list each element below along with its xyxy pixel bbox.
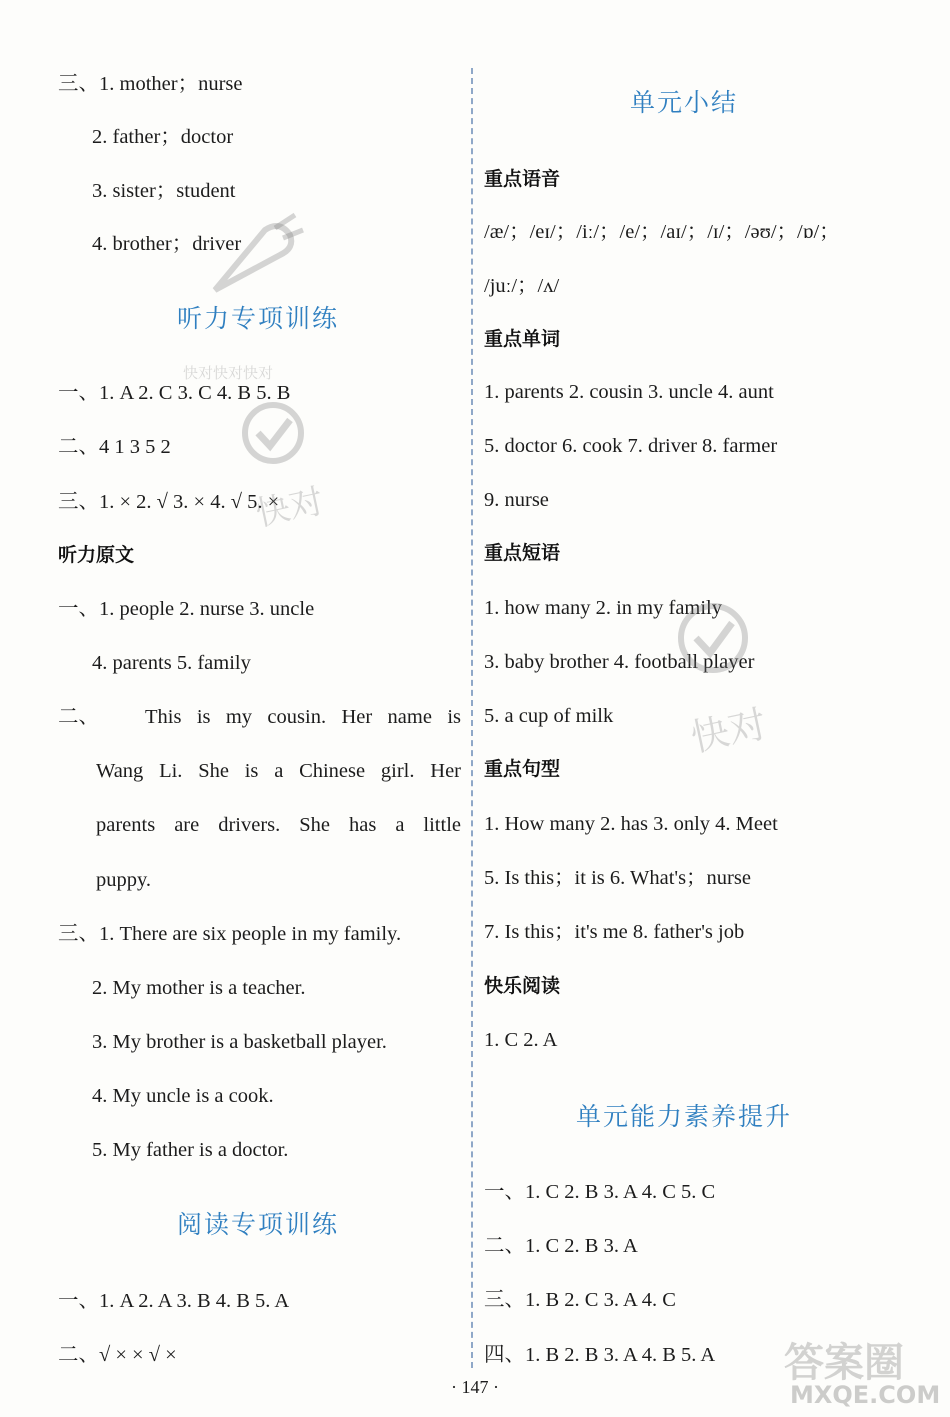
answer-line: 二、√ × × √ × (58, 1344, 177, 1366)
listening-section-title: 听力专项训练 (176, 304, 339, 333)
answer-line: 一、1. A 2. A 3. B 4. B 5. A (58, 1290, 290, 1312)
ability-line: 四、1. B 2. B 3. A 4. B 5. A (484, 1344, 716, 1366)
transcript-text: puppy. (96, 869, 152, 891)
corner-watermark-text: 答案圈 (784, 1340, 904, 1386)
answer-line: 4. My uncle is a cook. (92, 1085, 274, 1107)
answer-line: 三、1. mother；nurse (58, 73, 243, 95)
answer-line: 一、1. A 2. C 3. C 4. B 5. B (58, 382, 291, 404)
answer-line: 三、1. × 2. √ 3. × 4. √ 5. × (58, 491, 280, 513)
watermark-small-text: 快对快对快对 (183, 364, 274, 382)
sentences-heading: 重点句型 (484, 758, 561, 780)
words-line: 5. doctor 6. cook 7. driver 8. farmer (484, 435, 778, 457)
ability-line: 二、1. C 2. B 3. A (484, 1235, 638, 1257)
answer-line: 5. My father is a doctor. (92, 1139, 289, 1161)
page-number: · 147 · (451, 1377, 499, 1397)
answer-line: 二、4 1 3 5 2 (58, 436, 171, 458)
words-line: 9. nurse (484, 489, 549, 511)
sentences-line: 5. Is this；it is 6. What's；nurse (484, 867, 751, 889)
transcript-heading: 听力原文 (58, 544, 135, 566)
watermark-big-text: 快对 (252, 481, 328, 535)
ability-section-title: 单元能力素养提升 (575, 1102, 792, 1131)
carrot-watermark-icon (205, 210, 305, 300)
phonics-line: /æ/；/eɪ/；/iː/；/e/；/aɪ/；/ɪ/；/əʊ/；/ɒ/； (484, 221, 840, 243)
answer-line: 3. sister；student (92, 180, 236, 202)
transcript-text: parents are drivers. She has a little (96, 814, 461, 836)
column-divider (471, 68, 473, 1368)
phrases-line: 1. how many 2. in my family (484, 597, 723, 619)
sentences-line: 1. How many 2. has 3. only 4. Meet (484, 813, 778, 835)
phonics-line: /juː/；/ʌ/ (484, 275, 560, 297)
answer-line: 2. father；doctor (92, 126, 234, 148)
transcript-text: Wang Li. She is a Chinese girl. Her (96, 760, 461, 782)
words-heading: 重点单词 (484, 328, 561, 350)
reading-section-title: 阅读专项训练 (176, 1210, 339, 1239)
answer-line: 2. My mother is a teacher. (92, 977, 306, 999)
answer-line: 4. parents 5. family (92, 652, 251, 674)
phrases-line: 5. a cup of milk (484, 705, 614, 727)
transcript-text: This is my cousin. Her name is (145, 706, 461, 728)
answer-line: 3. My brother is a basketball player. (92, 1031, 387, 1053)
check-watermark-icon (228, 398, 318, 468)
phrases-heading: 重点短语 (484, 542, 561, 564)
corner-watermark-url: MXQE.COM (790, 1381, 941, 1409)
answer-line: 一、1. people 2. nurse 3. uncle (58, 598, 315, 620)
phonics-heading: 重点语音 (484, 168, 561, 190)
ability-line: 一、1. C 2. B 3. A 4. C 5. C (484, 1181, 716, 1203)
corner-watermark (764, 1331, 944, 1411)
ability-line: 三、1. B 2. C 3. A 4. C (484, 1289, 676, 1311)
summary-section-title: 单元小结 (629, 88, 738, 117)
sentences-line: 7. Is this；it's me 8. father's job (484, 921, 745, 943)
phrases-line: 3. baby brother 4. football player (484, 651, 755, 673)
watermark-big-text: 快对 (686, 701, 771, 761)
words-line: 1. parents 2. cousin 3. uncle 4. aunt (484, 381, 774, 403)
answer-line: 4. brother；driver (92, 233, 242, 255)
reading-heading: 快乐阅读 (484, 975, 561, 997)
reading-line: 1. C 2. A (484, 1029, 558, 1051)
transcript-label: 二、 (58, 706, 99, 728)
answer-line: 三、1. There are six people in my family. (58, 923, 402, 945)
